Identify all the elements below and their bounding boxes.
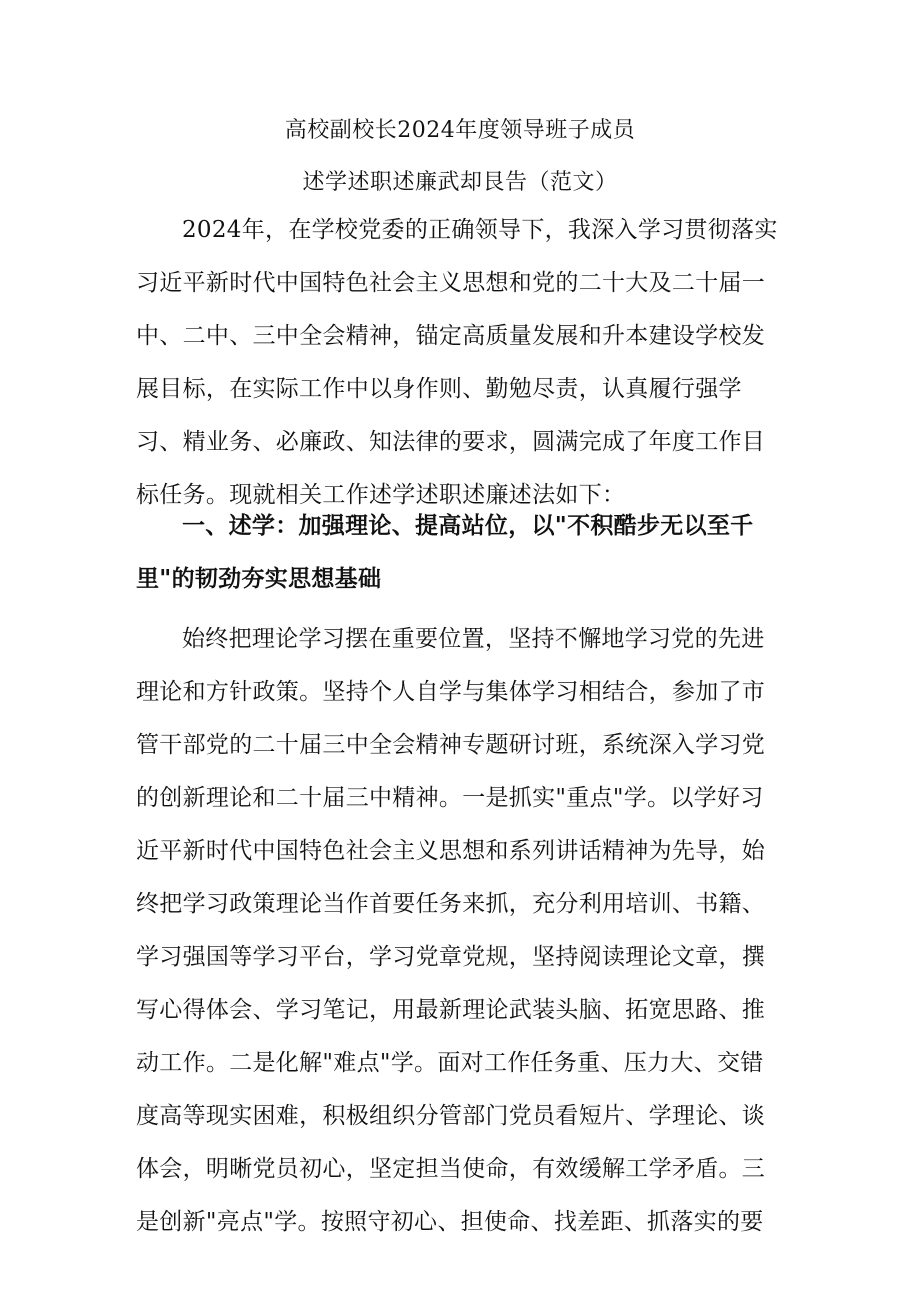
heading-line: 里"的韧劲夯实思想基础 (136, 566, 382, 592)
intro-line: 中、二中、三中全会精神，锚定高质量发展和升本建设学校发 (136, 323, 766, 349)
body-line: 写心得体会、学习笔记，用最新理论武装头脑、拓宽思路、推 (136, 997, 766, 1023)
body-line: 是创新"亮点"学。按照守初心、担使命、找差距、抓落实的要 (136, 1209, 764, 1235)
document-title-line-1: 高校副校长2024年度领导班子成员 (284, 118, 636, 143)
intro-line: 2024年，在学校党委的正确领导下，我深入学习贯彻落实 (182, 217, 778, 243)
intro-paragraph (136, 204, 776, 522)
intro-line: 展目标，在实际工作中以身作则、勤勉尽责，认真履行强学 (136, 376, 742, 402)
body-line: 的创新理论和二十届三中精神。一是抓实"重点"学。以学好习 (136, 785, 764, 811)
body-line: 近平新时代中国特色社会主义思想和系列讲话精神为先导，始 (136, 838, 766, 864)
document-title-line-2: 述学述职述廉武却艮告（范文） (302, 170, 618, 195)
body-line: 始终把理论学习摆在重要位置，坚持不懈地学习党的先进 (182, 626, 765, 652)
body-line: 动工作。二是化解"难点"学。面对工作任务重、压力大、交错 (136, 1050, 764, 1076)
body-line: 终把学习政策理论当作首要任务来抓，充分利用培训、书籍、 (136, 891, 766, 917)
intro-line: 标任务。现就相关工作述学述职述廉述法如下： (136, 482, 626, 508)
body-line: 度高等现实困难，积极组织分管部门党员看短片、学理论、谈 (136, 1103, 766, 1129)
intro-line: 习近平新时代中国特色社会主义思想和党的二十大及二十届一 (136, 270, 766, 296)
heading-line: 一、述学：加强理论、提高站位，以"不积酷步无以至千 (182, 513, 754, 539)
body-line: 学习强国等学习平台，学习党章党规，坚持阅读理论文章，撰 (136, 944, 766, 970)
body-line: 管干部党的二十届三中全会精神专题研讨班，系统深入学习党 (136, 732, 766, 758)
section-body-paragraph (136, 613, 776, 1249)
body-line: 体会，明晰党员初心，坚定担当使命，有效缓解工学矛盾。三 (136, 1156, 766, 1182)
intro-line: 习、精业务、必廉政、知法律的要求，圆满完成了年度工作目 (136, 429, 766, 455)
section-heading (136, 500, 776, 606)
body-line: 理论和方针政策。坚持个人自学与集体学习相结合，参加了市 (136, 679, 766, 705)
